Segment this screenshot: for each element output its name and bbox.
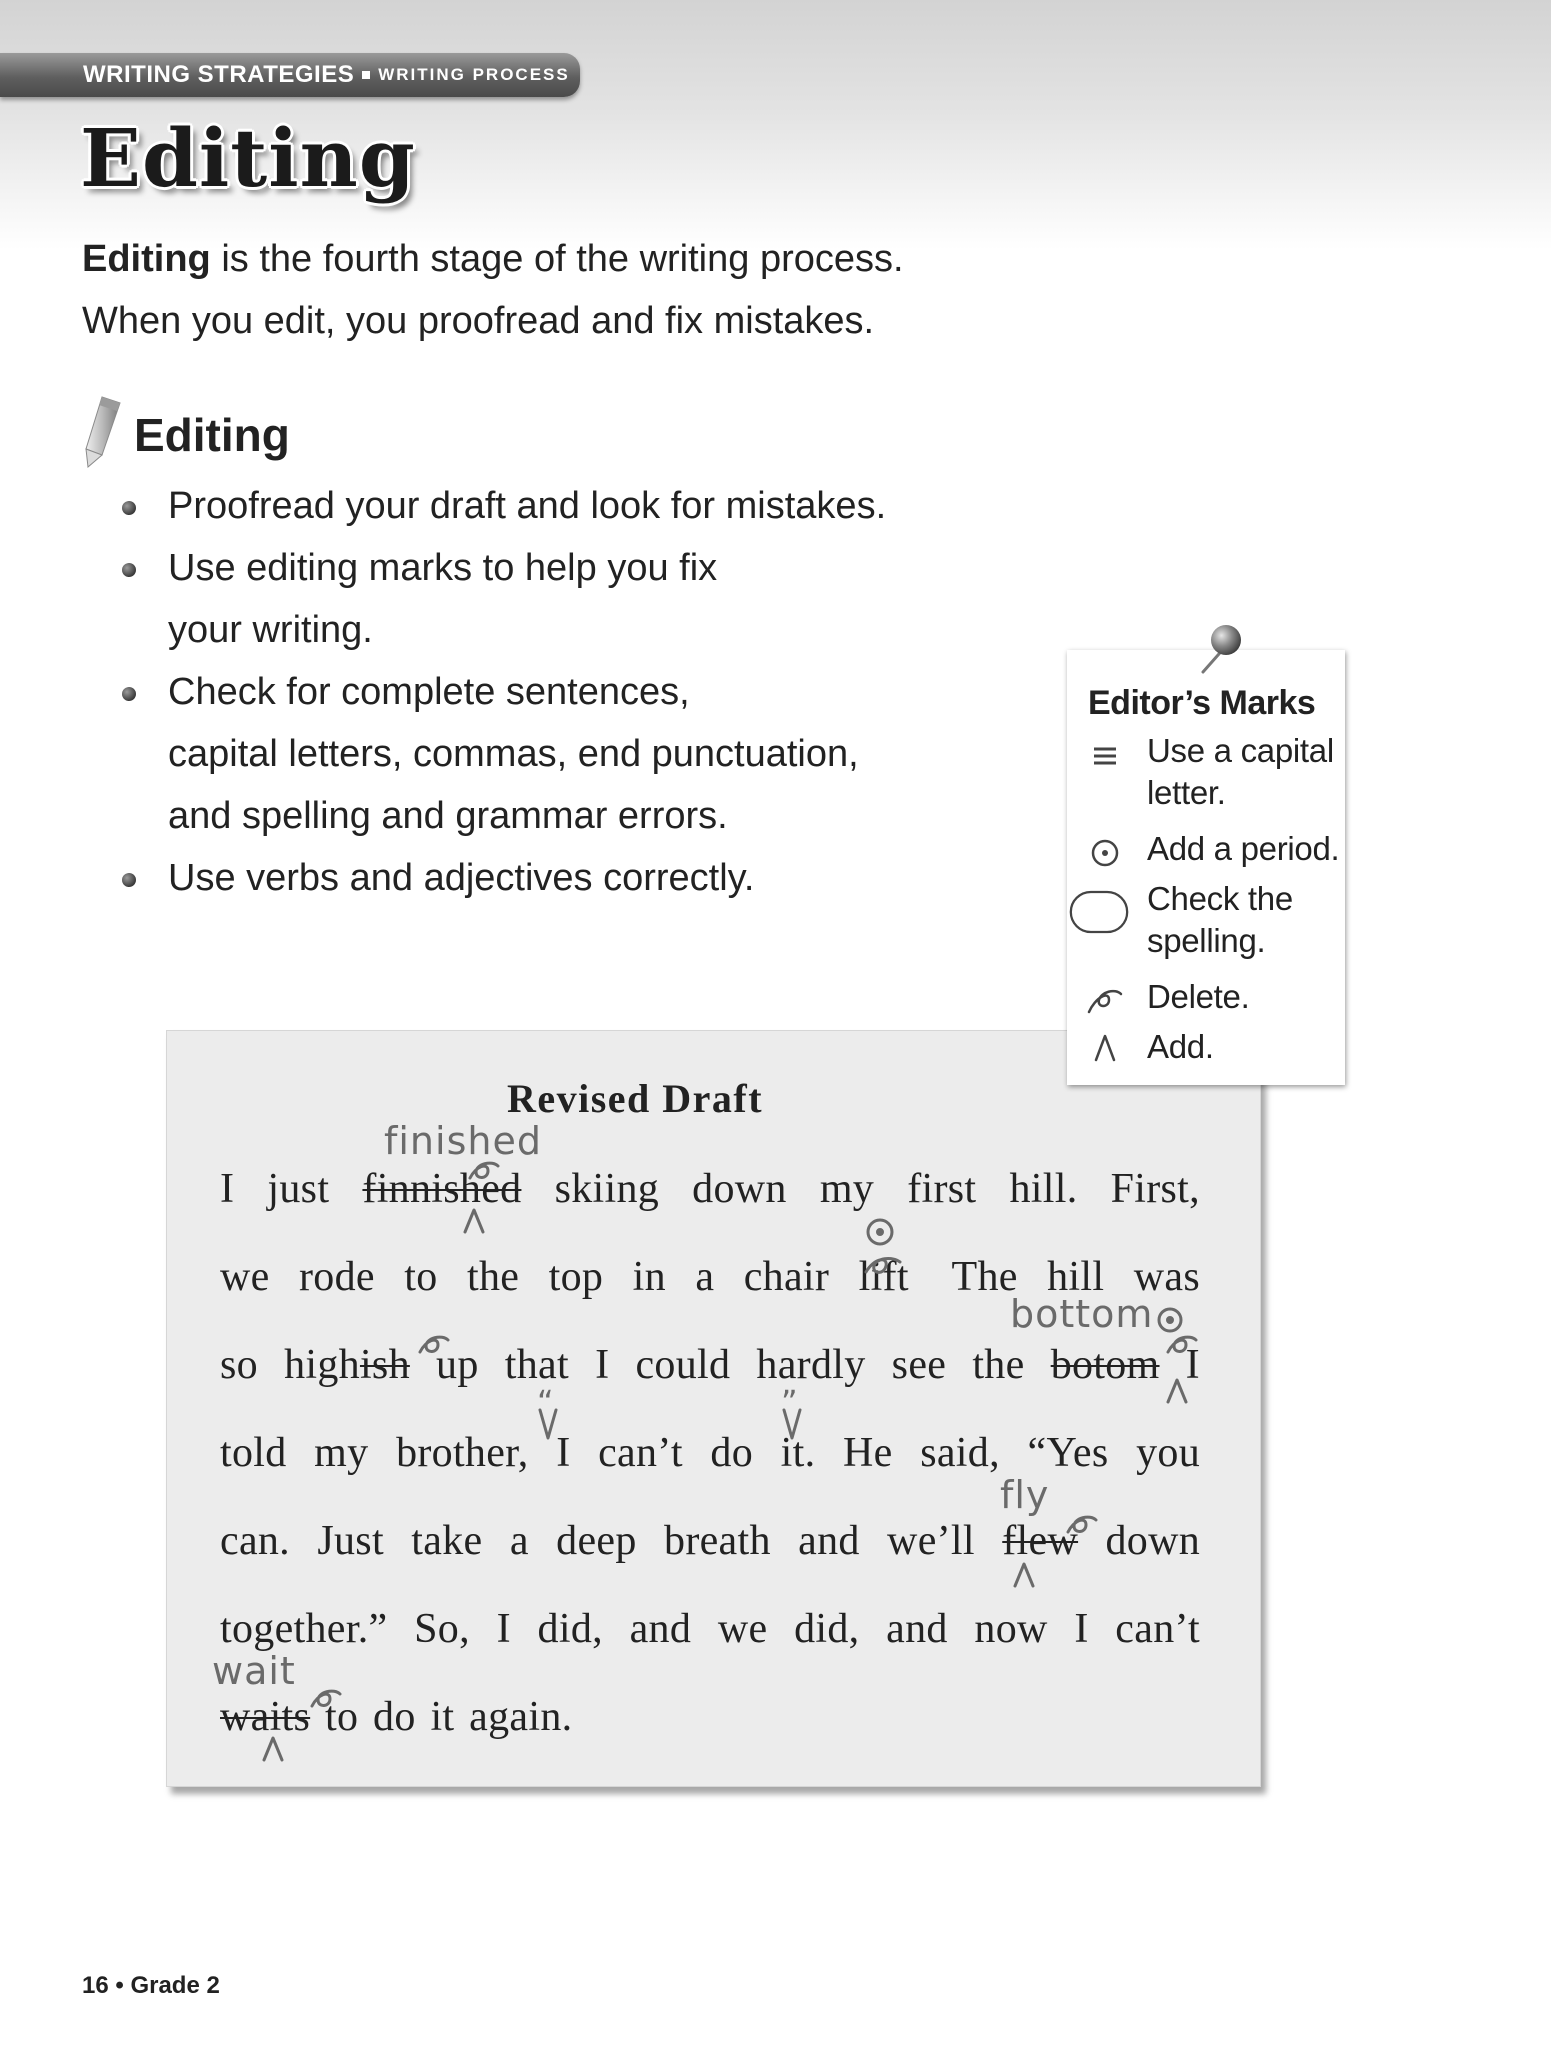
draft-line-1	[220, 1168, 1200, 1210]
legend-label: Delete.	[1147, 978, 1250, 1015]
draft-text: down	[1105, 1518, 1200, 1564]
draft-text-group	[220, 1342, 410, 1388]
intro-line-2: When you edit, you proofread and fix mistakes.	[82, 300, 875, 342]
struck-word: finnished	[362, 1166, 522, 1212]
draft-line-6: together.” So, I did, and we did, and now I can’t	[220, 1606, 1200, 1652]
subsection-label: WRITING PROCESS	[378, 65, 570, 84]
inserted-open-quote: “	[537, 1383, 555, 1421]
pushpin-icon	[1198, 620, 1258, 680]
intro-term: Editing	[82, 238, 211, 280]
intro-line-1	[82, 228, 1082, 290]
page-footer	[82, 1972, 220, 2000]
list-item	[120, 537, 886, 661]
legend-label	[1147, 878, 1293, 962]
list-item-text: and spelling and grammar errors.	[168, 795, 728, 837]
draft-text: we rode to the top in a chair lift	[220, 1254, 909, 1300]
draft-text: to do it again.	[324, 1694, 573, 1740]
editors-marks-title: Editor’s Marks	[1088, 684, 1316, 722]
spelling-mark-icon	[1069, 888, 1129, 936]
list-item-text: Check for complete sentences,	[168, 671, 690, 713]
legend-label-line: Use a capital	[1147, 732, 1334, 769]
draft-text: can. Just take a deep breath and we’ll	[220, 1518, 975, 1564]
list-item	[120, 475, 886, 537]
section-label: WRITING STRATEGIES	[83, 61, 355, 88]
draft-line-3	[220, 1344, 1200, 1386]
struck-word: ish	[359, 1342, 410, 1388]
list-item-text: Use verbs and adjectives correctly.	[168, 857, 755, 899]
inserted-close-quote: ”	[781, 1383, 799, 1421]
list-item	[120, 661, 886, 847]
draft-text: The hill was	[951, 1254, 1200, 1300]
add-mark-icon	[1075, 1032, 1135, 1062]
footer-bullet: •	[115, 1972, 131, 1999]
correction-wait: wait	[212, 1649, 296, 1693]
list-item-text: Proofread your draft and look for mistakes.	[168, 485, 887, 527]
intro-paragraph	[82, 228, 1082, 352]
draft-title: Revised Draft	[506, 1076, 764, 1121]
legend-label-line: letter.	[1147, 774, 1226, 811]
correction-fly: fly	[1000, 1473, 1050, 1517]
legend-label-line: spelling.	[1147, 922, 1266, 959]
struck-word: flew	[1002, 1518, 1079, 1564]
draft-text: skiing down my first hill. First,	[554, 1166, 1200, 1212]
section-banner	[0, 53, 580, 97]
legend-label: Add.	[1147, 1028, 1214, 1065]
period-mark-icon	[1075, 838, 1135, 868]
draft-text: I	[1185, 1342, 1200, 1388]
steps-heading	[80, 395, 290, 474]
period-dot	[1168, 1318, 1173, 1323]
draft-text: up that I could hardly see the	[436, 1342, 1025, 1388]
grade-label: Grade 2	[130, 1972, 220, 1999]
steps-title: Editing	[134, 408, 290, 461]
draft-line-5	[220, 1520, 1200, 1562]
pencil-icon	[80, 395, 124, 474]
delete-mark-icon	[1075, 980, 1135, 1016]
draft-line-4: told my brother, I can’t do it. He said, “Yes you	[220, 1430, 1200, 1476]
legend-label: Add a period.	[1147, 830, 1340, 867]
page-title: Editing	[80, 111, 416, 205]
legend-label	[1147, 730, 1334, 814]
list-item-text: capital letters, commas, end punctuation,	[168, 733, 859, 775]
period-dot	[878, 1230, 883, 1235]
revised-draft-panel	[166, 1030, 1261, 1787]
separator-square	[362, 71, 370, 79]
list-item-text: your writing.	[168, 609, 373, 651]
list-item-text: Use editing marks to help you fix	[168, 547, 718, 589]
intro-line-1-rest: is the fourth stage of the writing process.	[210, 238, 904, 280]
page-number: 16	[82, 1972, 109, 1999]
editors-marks-card	[1067, 650, 1345, 1085]
correction-finished: finished	[384, 1119, 542, 1163]
struck-word: botom	[1050, 1342, 1160, 1388]
correction-bottom: bottom	[1010, 1292, 1154, 1336]
legend-label-line: Check the	[1147, 880, 1293, 917]
draft-text: I just	[220, 1166, 330, 1212]
draft-line-7	[220, 1696, 1200, 1738]
steps-list	[120, 475, 886, 909]
capital-letter-mark-icon	[1075, 746, 1135, 766]
list-item	[120, 847, 886, 909]
draft-text: so high	[220, 1342, 360, 1388]
struck-word: waits	[220, 1694, 311, 1740]
